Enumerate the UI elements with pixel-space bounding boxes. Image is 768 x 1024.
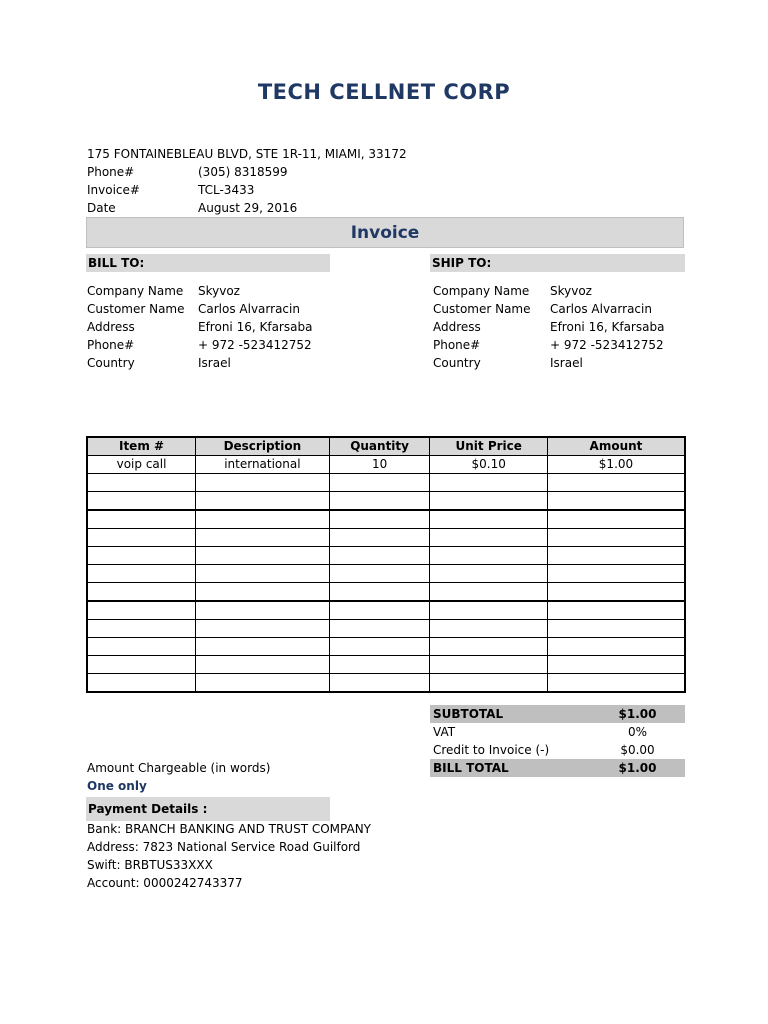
cell-item	[87, 601, 196, 620]
cell-unit-price	[430, 674, 548, 693]
cell-description	[196, 601, 330, 620]
bill-country-value: Israel	[198, 356, 231, 370]
payment-bank: Bank: BRANCH BANKING AND TRUST COMPANY	[87, 822, 372, 836]
table-row	[87, 674, 685, 693]
ship-address-label: Address	[433, 320, 481, 334]
cell-description	[196, 656, 330, 674]
date-value: August 29, 2016	[198, 201, 298, 215]
invoice-banner: Invoice	[86, 217, 684, 248]
items-table	[86, 436, 686, 693]
payment-address: Address: 7823 National Service Road Guilford	[87, 840, 361, 854]
subtotal-row	[430, 705, 685, 723]
cell-amount	[547, 529, 685, 547]
cell-item	[87, 583, 196, 602]
bill-phone-label: Phone#	[87, 338, 135, 352]
cell-amount: $1.00	[547, 456, 685, 474]
company-name: TECH CELLNET CORP	[257, 80, 511, 104]
cell-quantity: 10	[329, 456, 430, 474]
ship-address-value: Efroni 16, Kfarsaba	[550, 320, 665, 334]
cell-unit-price	[430, 547, 548, 565]
table-row	[87, 656, 685, 674]
cell-description	[196, 583, 330, 602]
ship-company-value: Skyvoz	[550, 284, 592, 298]
cell-quantity	[329, 620, 430, 638]
vat-value: 0%	[627, 725, 648, 739]
col-header-description: Description	[196, 437, 330, 456]
cell-description	[196, 638, 330, 656]
date-label: Date	[87, 201, 116, 215]
cell-unit-price	[430, 638, 548, 656]
bill-company-label: Company Name	[87, 284, 184, 298]
bill-address-value: Efroni 16, Kfarsaba	[198, 320, 313, 334]
cell-item: voip call	[87, 456, 196, 474]
table-row	[87, 547, 685, 565]
cell-item	[87, 674, 196, 693]
cell-quantity	[329, 638, 430, 656]
payment-account: Account: 0000242743377	[87, 876, 243, 890]
cell-description	[196, 674, 330, 693]
cell-description	[196, 620, 330, 638]
amount-words-label: Amount Chargeable (in words)	[87, 761, 271, 775]
cell-description	[196, 547, 330, 565]
cell-quantity	[329, 492, 430, 511]
table-row	[87, 456, 685, 474]
table-row	[87, 565, 685, 583]
bill-address-label: Address	[87, 320, 135, 334]
vat-label: VAT	[433, 725, 456, 739]
cell-quantity	[329, 656, 430, 674]
credit-value: $0.00	[620, 743, 655, 757]
bill-total-value: $1.00	[618, 761, 657, 775]
cell-description	[196, 565, 330, 583]
cell-description	[196, 510, 330, 529]
table-row	[87, 510, 685, 529]
phone-label: Phone#	[87, 165, 135, 179]
cell-item	[87, 474, 196, 492]
ship-to-heading: SHIP TO:	[430, 254, 685, 272]
cell-amount	[547, 583, 685, 602]
cell-item	[87, 565, 196, 583]
subtotal-value: $1.00	[618, 707, 657, 721]
bill-total-label: BILL TOTAL	[433, 761, 509, 775]
cell-amount	[547, 638, 685, 656]
subtotal-label: SUBTOTAL	[433, 707, 504, 721]
cell-unit-price	[430, 510, 548, 529]
ship-phone-value: + 972 -523412752	[550, 338, 664, 352]
table-row	[87, 601, 685, 620]
cell-quantity	[329, 547, 430, 565]
cell-item	[87, 638, 196, 656]
bill-country-label: Country	[87, 356, 135, 370]
invoice-number-value: TCL-3433	[198, 183, 255, 197]
bill-customer-label: Customer Name	[87, 302, 185, 316]
ship-country-value: Israel	[550, 356, 583, 370]
company-address: 175 FONTAINEBLEAU BLVD, STE 1R-11, MIAMI, 33172	[87, 147, 407, 161]
ship-phone-label: Phone#	[433, 338, 481, 352]
cell-quantity	[329, 601, 430, 620]
cell-quantity	[329, 474, 430, 492]
col-header-amount: Amount	[547, 437, 685, 456]
table-row	[87, 583, 685, 602]
credit-label: Credit to Invoice (-)	[433, 743, 550, 757]
cell-description	[196, 529, 330, 547]
credit-row	[430, 741, 685, 759]
cell-unit-price: $0.10	[430, 456, 548, 474]
cell-unit-price	[430, 565, 548, 583]
cell-amount	[547, 656, 685, 674]
cell-item	[87, 656, 196, 674]
cell-amount	[547, 492, 685, 511]
table-row	[87, 529, 685, 547]
ship-company-label: Company Name	[433, 284, 530, 298]
cell-description: international	[196, 456, 330, 474]
cell-unit-price	[430, 529, 548, 547]
payment-swift: Swift: BRBTUS33XXX	[87, 858, 213, 872]
cell-amount	[547, 474, 685, 492]
table-row	[87, 620, 685, 638]
table-row	[87, 492, 685, 511]
col-header-item: Item #	[87, 437, 196, 456]
cell-quantity	[329, 674, 430, 693]
ship-country-label: Country	[433, 356, 481, 370]
cell-item	[87, 510, 196, 529]
cell-quantity	[329, 583, 430, 602]
ship-customer-value: Carlos Alvarracin	[550, 302, 652, 316]
cell-unit-price	[430, 656, 548, 674]
col-header-unit-price: Unit Price	[430, 437, 548, 456]
cell-unit-price	[430, 601, 548, 620]
cell-item	[87, 547, 196, 565]
table-row	[87, 638, 685, 656]
cell-unit-price	[430, 474, 548, 492]
cell-amount	[547, 601, 685, 620]
col-header-quantity: Quantity	[329, 437, 430, 456]
cell-unit-price	[430, 620, 548, 638]
vat-row	[430, 723, 685, 741]
bill-to-heading: BILL TO:	[86, 254, 330, 272]
cell-quantity	[329, 529, 430, 547]
cell-quantity	[329, 510, 430, 529]
cell-amount	[547, 547, 685, 565]
payment-details-heading: Payment Details :	[86, 797, 330, 821]
invoice-number-label: Invoice#	[87, 183, 140, 197]
items-header-row	[87, 437, 685, 456]
bill-phone-value: + 972 -523412752	[198, 338, 312, 352]
cell-unit-price	[430, 492, 548, 511]
cell-amount	[547, 674, 685, 693]
cell-item	[87, 492, 196, 511]
cell-description	[196, 492, 330, 511]
bill-customer-value: Carlos Alvarracin	[198, 302, 300, 316]
cell-amount	[547, 620, 685, 638]
cell-description	[196, 474, 330, 492]
bill-total-row	[430, 759, 685, 777]
amount-words-value: One only	[87, 779, 147, 793]
items-body	[87, 456, 685, 693]
bill-company-value: Skyvoz	[198, 284, 240, 298]
ship-customer-label: Customer Name	[433, 302, 531, 316]
table-row	[87, 474, 685, 492]
cell-amount	[547, 510, 685, 529]
cell-item	[87, 529, 196, 547]
cell-amount	[547, 565, 685, 583]
phone-value: (305) 8318599	[198, 165, 288, 179]
cell-item	[87, 620, 196, 638]
cell-unit-price	[430, 583, 548, 602]
cell-quantity	[329, 565, 430, 583]
